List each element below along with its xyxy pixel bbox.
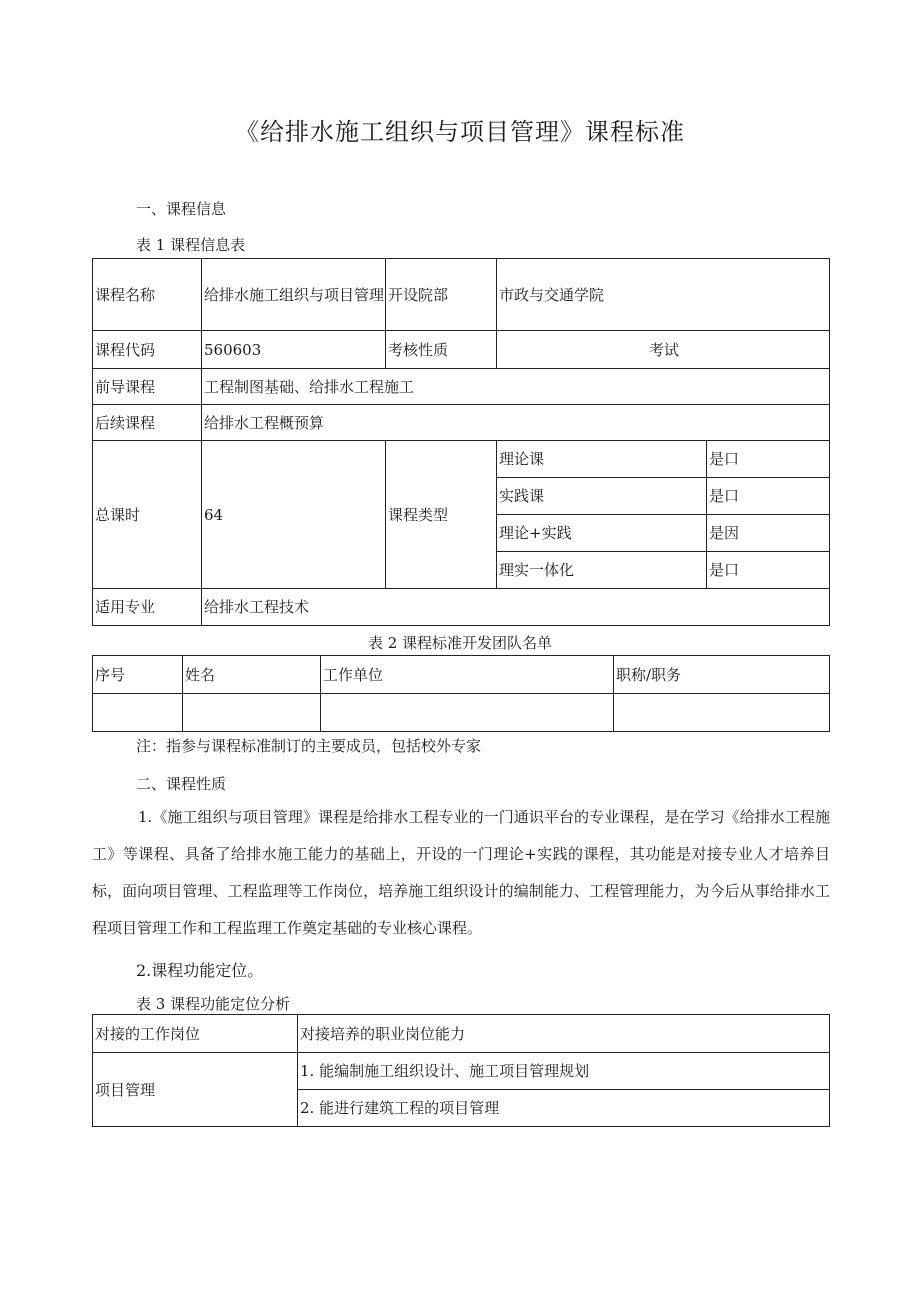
section-heading-course-nature: 二、课程性质: [136, 775, 227, 793]
total-hours-label: 总课时: [93, 441, 202, 589]
team-cell: [183, 694, 321, 732]
course-type-name: 理论+实践: [497, 515, 707, 552]
assess-value: 考试: [497, 331, 830, 369]
major-label: 适用专业: [93, 589, 202, 626]
major-value: 给排水工程技术: [202, 589, 830, 626]
team-cell: [321, 694, 614, 732]
total-hours-value: 64: [202, 441, 386, 589]
course-type-mark: 是口: [707, 478, 830, 515]
dept-value: 市政与交通学院: [497, 259, 830, 331]
page-title: 《给排水施工组织与项目管理》课程标准: [235, 118, 685, 146]
course-type-mark: 是因: [707, 515, 830, 552]
course-info-table: [92, 258, 830, 626]
assess-label: 考核性质: [386, 331, 497, 369]
team-header-number: 序号: [93, 656, 183, 694]
table3-caption: 表 3 课程功能定位分析: [136, 995, 291, 1013]
prereq-label: 前导课程: [93, 369, 202, 405]
course-code-value: 560603: [202, 331, 386, 369]
prereq-value: 工程制图基础、给排水工程施工: [202, 369, 830, 405]
function-header-post: 对接的工作岗位: [93, 1015, 298, 1053]
table2-note: 注：指参与课程标准制订的主要成员，包括校外专家: [136, 737, 482, 755]
dept-label: 开设院部: [386, 259, 497, 331]
course-type-label: 课程类型: [386, 441, 497, 589]
course-type-name: 理实一体化: [497, 552, 707, 589]
course-type-name: 实践课: [497, 478, 707, 515]
course-name-value: 给排水施工组织与项目管理: [202, 259, 386, 331]
course-function-heading: 2.课程功能定位。: [136, 961, 264, 980]
course-type-name: 理论课: [497, 441, 707, 478]
course-code-label: 课程代码: [93, 331, 202, 369]
function-header-ability: 对接培养的职业岗位能力: [298, 1015, 830, 1053]
table1-caption: 表 1 课程信息表: [136, 236, 246, 254]
course-type-mark: 是口: [707, 552, 830, 589]
team-cell: [93, 694, 183, 732]
followup-label: 后续课程: [93, 405, 202, 441]
function-ability: 1. 能编制施工组织设计、施工项目管理规划: [298, 1053, 830, 1090]
team-header-title: 职称/职务: [614, 656, 830, 694]
course-name-label: 课程名称: [93, 259, 202, 331]
team-header-unit: 工作单位: [321, 656, 614, 694]
function-ability: 2. 能进行建筑工程的项目管理: [298, 1090, 830, 1127]
team-table: [92, 655, 830, 732]
function-table: [92, 1014, 830, 1127]
function-post: 项目管理: [93, 1053, 298, 1127]
team-cell: [614, 694, 830, 732]
section-heading-course-info: 一、课程信息: [136, 200, 227, 218]
course-nature-paragraph: 1.《施工组织与项目管理》课程是给排水工程专业的一门通识平台的专业课程，是在学习《给排水工程施工》等课程、具备了给排水施工能力的基础上，开设的一门理论+实践的课程，其功能是对接专业人才培养目标，面向项目管理、工程监理等工作岗位，培养施工组织设计的编制能力、工程管理能力，为今后从事给排水工程项目管理工作和工程监理工作奠定基础的专业核心课程。: [92, 808, 830, 937]
followup-value: 给排水工程概预算: [202, 405, 830, 441]
team-header-name: 姓名: [183, 656, 321, 694]
course-type-mark: 是口: [707, 441, 830, 478]
table2-caption: 表 2 课程标准开发团队名单: [367, 634, 553, 652]
